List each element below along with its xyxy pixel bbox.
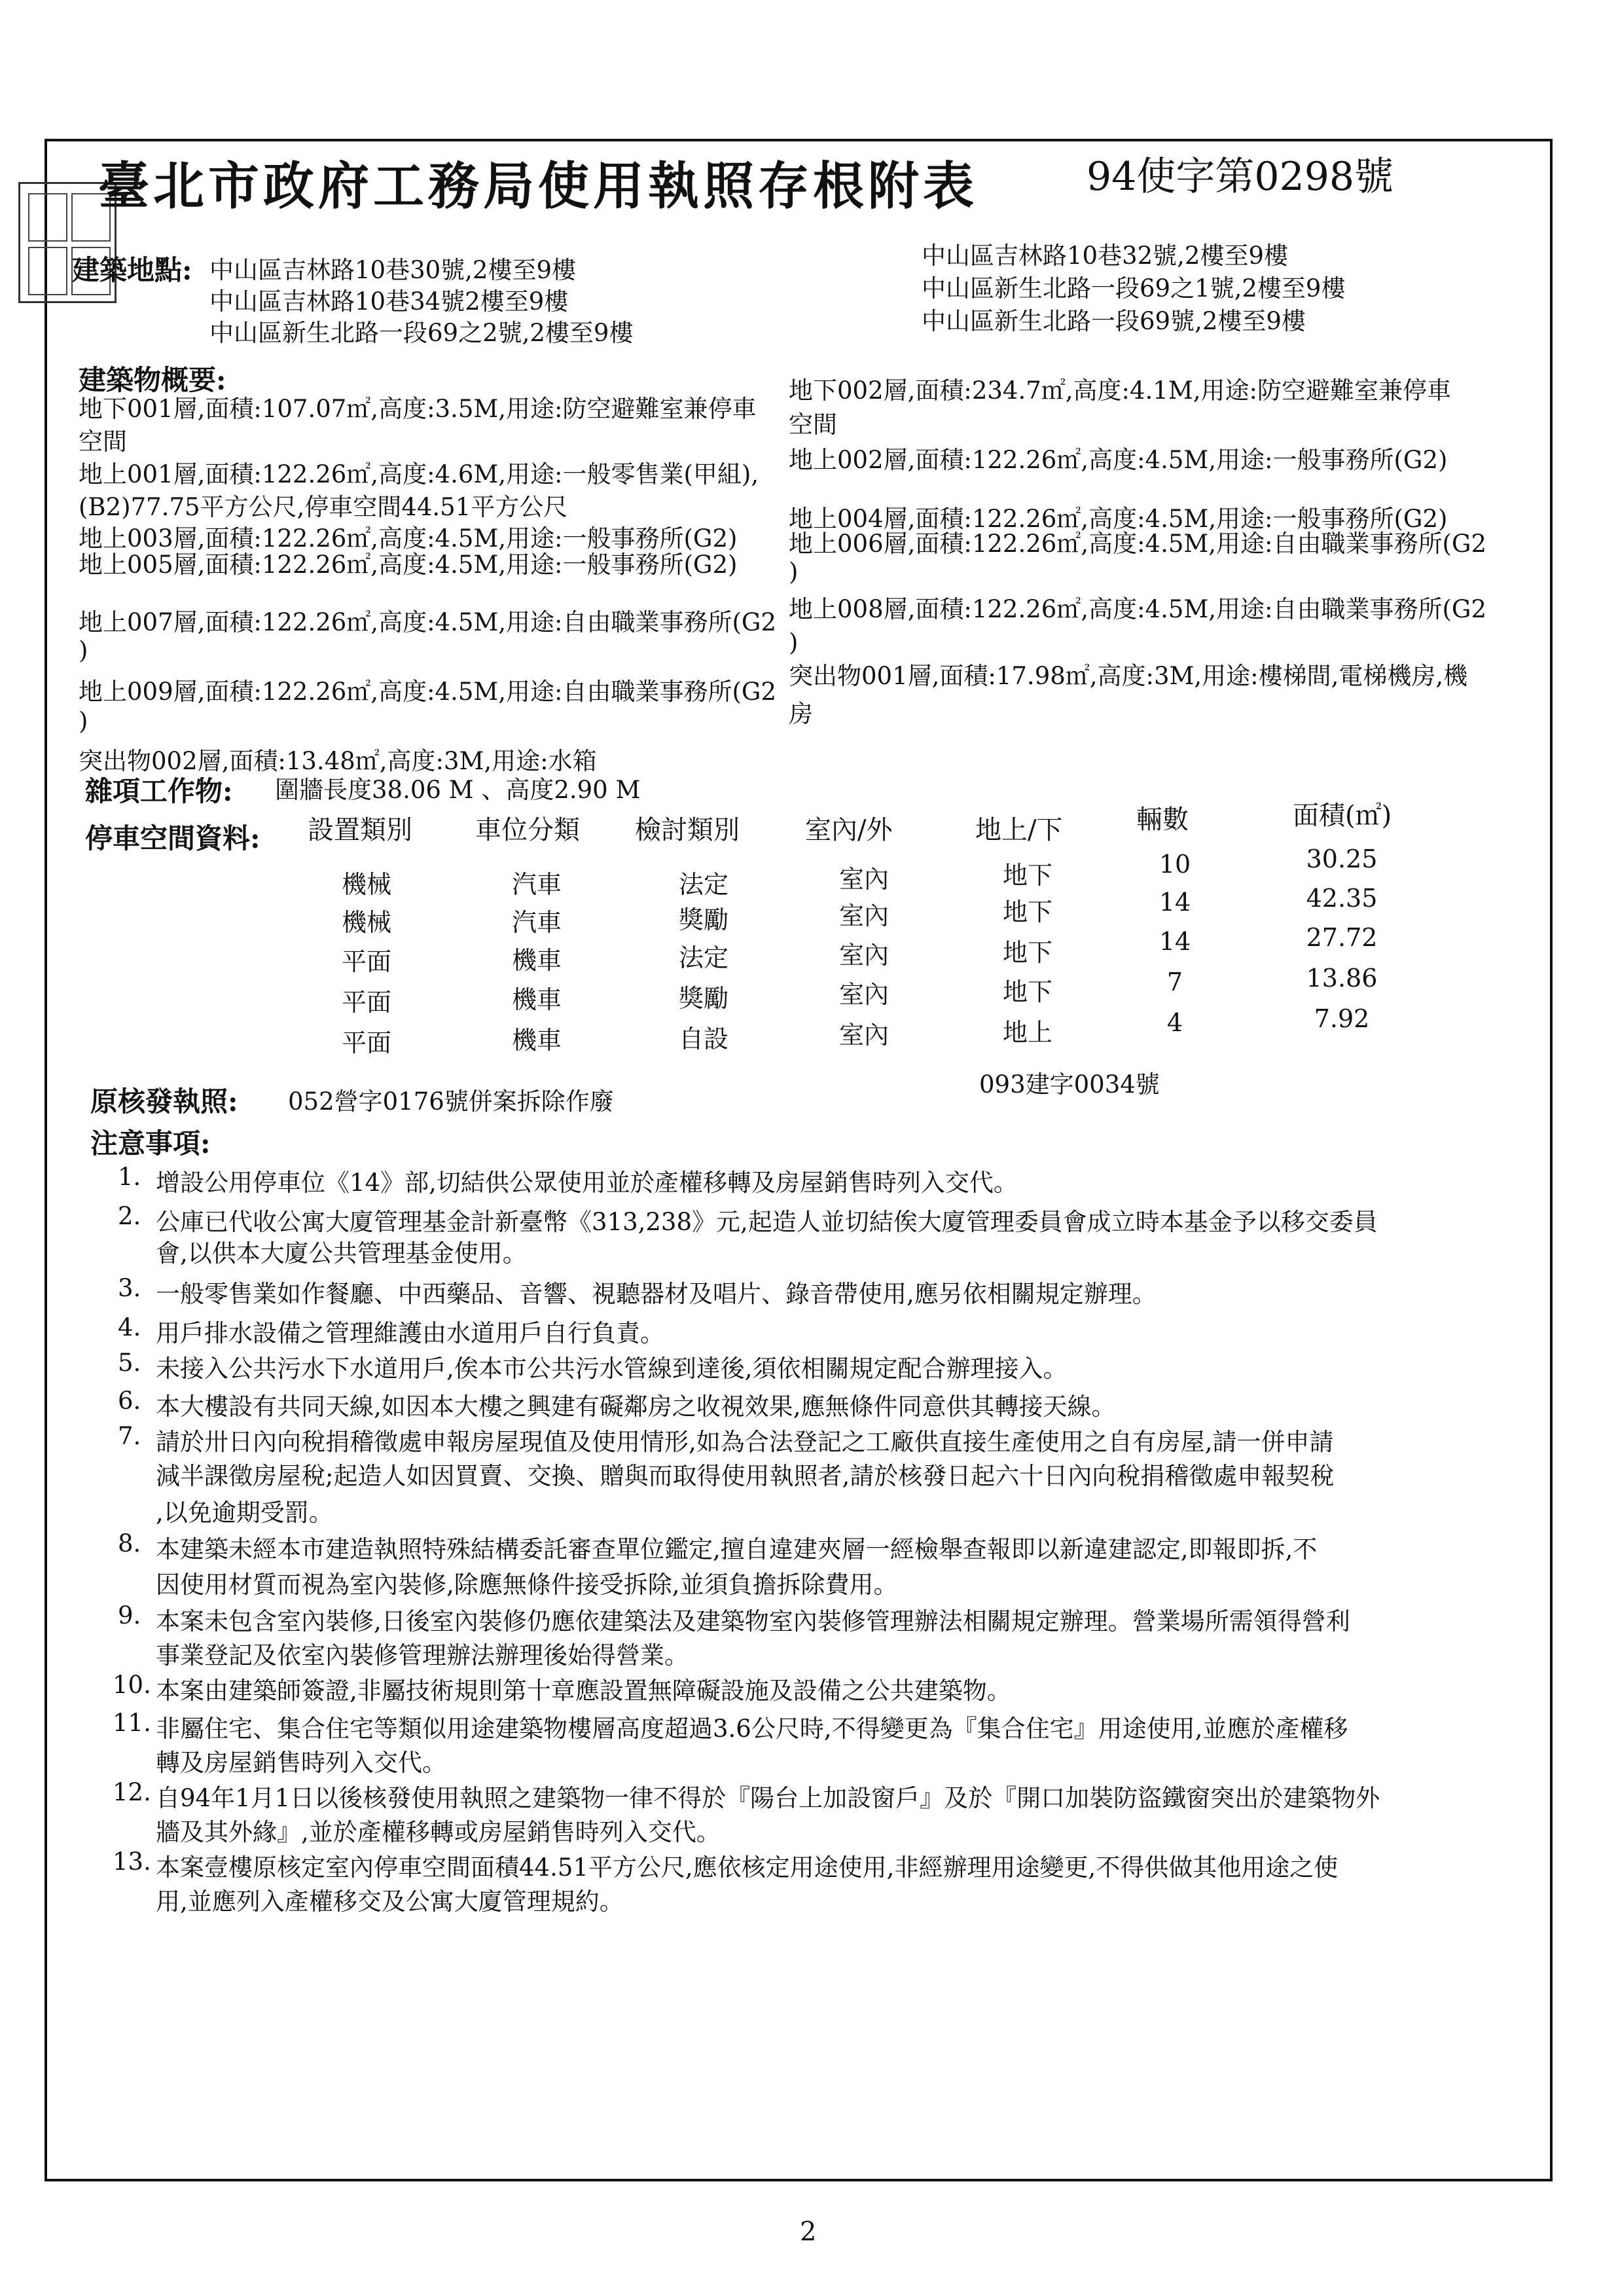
note-number: 2. bbox=[118, 1202, 141, 1230]
table-cell: 機械 bbox=[341, 870, 391, 899]
table-cell: 自設 bbox=[678, 1025, 728, 1053]
table-cell: 13.86 bbox=[1306, 964, 1378, 993]
floor-line: ) bbox=[79, 636, 88, 665]
table-cell: 室內 bbox=[838, 941, 889, 970]
parking-header: 面積(㎡) bbox=[1293, 801, 1392, 831]
floor-line: 地下001層,面積:107.07㎡,高度:3.5M,用途:防空避難室兼停車 bbox=[79, 395, 757, 423]
note-number: 1. bbox=[118, 1163, 141, 1191]
table-cell: 汽車 bbox=[511, 908, 562, 937]
table-cell: 法定 bbox=[678, 943, 728, 972]
note-text: ,以免逾期受罰。 bbox=[156, 1499, 333, 1527]
table-cell: 平面 bbox=[341, 988, 391, 1017]
note-number: 4. bbox=[118, 1313, 141, 1341]
note-number: 7. bbox=[118, 1422, 141, 1450]
floor-line: 地上007層,面積:122.26㎡,高度:4.5M,用途:自由職業事務所(G2 bbox=[79, 608, 777, 636]
table-cell: 室內 bbox=[838, 902, 889, 930]
table-cell: 14 bbox=[1159, 927, 1191, 956]
location-label: 建築地點: bbox=[72, 254, 192, 286]
notes-label: 注意事項: bbox=[90, 1127, 211, 1159]
note-text: 一般零售業如作餐廳、中西藥品、音響、視聽器材及唱片、錄音帶使用,應另依相關規定辦理。 bbox=[156, 1280, 1157, 1308]
floor-line: 空間 bbox=[789, 410, 837, 439]
note-text: 本大樓設有共同天線,如因本大樓之興建有礙鄰房之收視效果,應無條件同意供其轉接天線。 bbox=[156, 1393, 1116, 1421]
note-text: 轉及房屋銷售時列入交代。 bbox=[156, 1749, 446, 1777]
floor-line: 地上004層,面積:122.26㎡,高度:4.5M,用途:一般事務所(G2) bbox=[789, 505, 1448, 533]
note-text: 用戶排水設備之管理維護由水道用戶自行負責。 bbox=[156, 1319, 664, 1347]
note-text: 本建築未經本市建造執照特殊結構委託審查單位鑑定,擅自違建夾層一經檢舉查報即以新違建認定,即報即拆,不 bbox=[156, 1535, 1318, 1563]
original-license-label: 原核發執照: bbox=[90, 1085, 238, 1118]
floor-line: 房 bbox=[789, 700, 813, 728]
note-text: 本案由建築師簽證,非屬技術規則第十章應設置無障礙設施及設備之公共建築物。 bbox=[156, 1677, 1011, 1705]
note-number: 11. bbox=[113, 1709, 151, 1737]
note-number: 5. bbox=[118, 1349, 141, 1377]
note-text: 減半課徵房屋稅;起造人如因買賣、交換、贈與而取得使用執照者,請於核發日起六十日內向稅捐稽徵處申報契稅 bbox=[156, 1462, 1335, 1490]
floor-line: 地上009層,面積:122.26㎡,高度:4.5M,用途:自由職業事務所(G2 bbox=[79, 678, 777, 706]
floor-line: 地上006層,面積:122.26㎡,高度:4.5M,用途:自由職業事務所(G2 bbox=[789, 530, 1487, 558]
table-cell: 機械 bbox=[341, 908, 391, 937]
floor-line: 地上005層,面積:122.26㎡,高度:4.5M,用途:一般事務所(G2) bbox=[79, 551, 738, 579]
misc-works-label: 雜項工作物: bbox=[85, 775, 233, 807]
note-number: 12. bbox=[113, 1778, 151, 1806]
note-text: 公庫已代收公寓大廈管理基金計新臺幣《313,238》元,起造人並切結俟大廈管理委員會成立時本基金予以移交委員 bbox=[156, 1208, 1378, 1236]
note-text: 本案壹樓原核定室內停車空間面積44.51平方公尺,應依核定用途使用,非經辦理用途變更,不得供做其他用途之使 bbox=[156, 1853, 1339, 1882]
table-cell: 7.92 bbox=[1314, 1004, 1370, 1033]
parking-header: 設置類別 bbox=[308, 815, 412, 845]
table-cell: 4 bbox=[1166, 1008, 1183, 1037]
table-cell: 地下 bbox=[1002, 977, 1052, 1006]
document-title: 臺北市政府工務局使用執照存根附表 bbox=[98, 156, 979, 216]
table-cell: 地下 bbox=[1002, 898, 1052, 926]
parking-label: 停車空間資料: bbox=[85, 822, 261, 854]
note-text: 會,以供本大廈公共管理基金使用。 bbox=[156, 1239, 527, 1267]
original-license-value: 093建字0034號 bbox=[979, 1070, 1160, 1099]
note-number: 10. bbox=[113, 1671, 151, 1699]
floor-line: 地上003層,面積:122.26㎡,高度:4.5M,用途:一般事務所(G2) bbox=[79, 524, 738, 553]
floor-line: 地上001層,面積:122.26㎡,高度:4.6M,用途:一般零售業(甲組), bbox=[79, 460, 759, 488]
parking-header: 地上/下 bbox=[975, 815, 1063, 845]
note-text: 未接入公共污水下水道用戶,俟本市公共污水管線到達後,須依相關規定配合辦理接入。 bbox=[156, 1355, 1068, 1383]
floor-line: 地下002層,面積:234.7㎡,高度:4.1M,用途:防空避難室兼停車 bbox=[789, 376, 1451, 405]
floor-line: 空間 bbox=[79, 428, 127, 456]
floor-line: 突出物001層,面積:17.98㎡,高度:3M,用途:樓梯間,電梯機房,機 bbox=[789, 662, 1468, 690]
location-address: 中山區吉林路10巷30號,2樓至9樓 bbox=[209, 256, 577, 284]
note-text: 本案未包含室內裝修,日後室內裝修仍應依建築法及建築物室內裝修管理辦法相關規定辦理。營業場所需領得營利 bbox=[156, 1607, 1350, 1635]
table-cell: 地下 bbox=[1002, 938, 1052, 967]
table-cell: 獎勵 bbox=[678, 984, 728, 1013]
note-number: 6. bbox=[118, 1387, 141, 1415]
location-address: 中山區吉林路10巷34號2樓至9樓 bbox=[209, 287, 569, 316]
location-address: 中山區新生北路一段69之1號,2樓至9樓 bbox=[922, 274, 1346, 302]
floor-line: ) bbox=[789, 629, 799, 657]
parking-header: 室內/外 bbox=[805, 815, 893, 845]
parking-header: 檢討類別 bbox=[635, 815, 740, 845]
table-cell: 7 bbox=[1166, 968, 1183, 996]
floor-line: (B2)77.75平方公尺,停車空間44.51平方公尺 bbox=[79, 493, 568, 521]
table-cell: 27.72 bbox=[1306, 923, 1378, 952]
note-text: 非屬住宅、集合住宅等類似用途建築物樓層高度超過3.6公尺時,不得變更為『集合住宅』用途使用,並應於產權移 bbox=[156, 1715, 1348, 1743]
table-cell: 地下 bbox=[1002, 861, 1052, 890]
table-cell: 獎勵 bbox=[678, 905, 728, 934]
table-cell: 地上 bbox=[1002, 1018, 1052, 1047]
note-text: 因使用材質而視為室內裝修,除應無條件接受拆除,並須負擔拆除費用。 bbox=[156, 1571, 898, 1599]
parking-header: 車位分類 bbox=[475, 815, 580, 845]
page-number: 2 bbox=[800, 2217, 817, 2247]
floor-line: ) bbox=[789, 558, 799, 586]
table-cell: 機車 bbox=[511, 946, 562, 975]
note-text: 請於卅日內向稅捐稽徵處申報房屋現值及使用情形,如為合法登記之工廠供直接生產使用之自有房屋,請一併申請 bbox=[156, 1428, 1334, 1456]
table-cell: 汽車 bbox=[511, 870, 562, 899]
note-text: 增設公用停車位《14》部,切結供公眾使用並於產權移轉及房屋銷售時列入交代。 bbox=[156, 1169, 1018, 1197]
misc-works-value: 圍牆長度38.06 M 、高度2.90 M bbox=[275, 776, 641, 804]
floor-line: 地上002層,面積:122.26㎡,高度:4.5M,用途:一般事務所(G2) bbox=[789, 446, 1448, 474]
original-license-value: 052營字0176號併案拆除作廢 bbox=[288, 1087, 614, 1116]
table-cell: 室內 bbox=[838, 865, 889, 894]
table-cell: 室內 bbox=[838, 1021, 889, 1049]
table-cell: 法定 bbox=[678, 870, 728, 899]
location-address: 中山區新生北路一段69號,2樓至9樓 bbox=[922, 307, 1306, 335]
note-text: 事業登記及依室內裝修管理辦法辦理後始得營業。 bbox=[156, 1641, 689, 1669]
floor-line: ) bbox=[79, 707, 88, 735]
table-cell: 30.25 bbox=[1306, 845, 1378, 873]
building-overview-label: 建築物概要: bbox=[79, 364, 226, 396]
note-number: 8. bbox=[118, 1529, 141, 1558]
parking-header: 輛數 bbox=[1136, 805, 1189, 835]
table-cell: 機車 bbox=[511, 1026, 562, 1055]
note-text: 牆及其外緣』,並於產權移轉或房屋銷售時列入交代。 bbox=[156, 1818, 721, 1846]
table-cell: 14 bbox=[1159, 888, 1191, 917]
table-cell: 42.35 bbox=[1306, 884, 1378, 913]
floor-line: 突出物002層,面積:13.48㎡,高度:3M,用途:水箱 bbox=[79, 747, 597, 775]
location-address: 中山區新生北路一段69之2號,2樓至9樓 bbox=[209, 319, 634, 347]
table-cell: 10 bbox=[1159, 850, 1191, 879]
note-number: 9. bbox=[118, 1601, 141, 1630]
table-cell: 機車 bbox=[511, 985, 562, 1014]
note-number: 3. bbox=[118, 1274, 141, 1302]
note-number: 13. bbox=[113, 1848, 151, 1876]
floor-line: 地上008層,面積:122.26㎡,高度:4.5M,用途:自由職業事務所(G2 bbox=[789, 595, 1487, 623]
license-number: 94使字第0298號 bbox=[1087, 154, 1394, 200]
location-address: 中山區吉林路10巷32號,2樓至9樓 bbox=[922, 242, 1289, 270]
table-cell: 平面 bbox=[341, 947, 391, 976]
note-text: 自94年1月1日以後核發使用執照之建築物一律不得於『陽台上加設窗戶』及於『開口加裝防盜鐵窗突出於建築物外 bbox=[156, 1784, 1380, 1812]
note-text: 用,並應列入產權移交及公寓大廈管理規約。 bbox=[156, 1887, 624, 1916]
table-cell: 室內 bbox=[838, 980, 889, 1009]
table-cell: 平面 bbox=[341, 1029, 391, 1057]
